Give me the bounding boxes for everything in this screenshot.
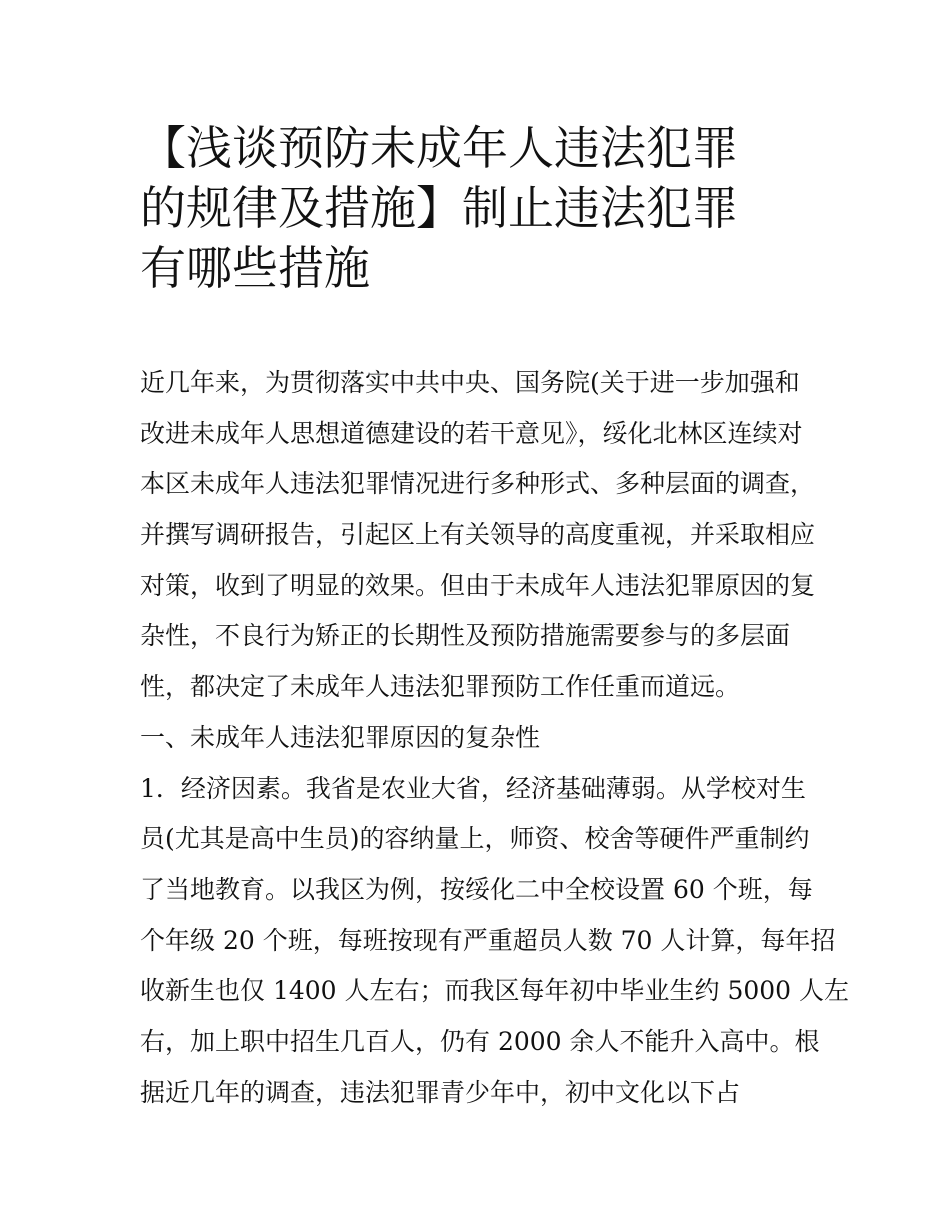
section-heading: 一、未成年人违法犯罪原因的复杂性 (140, 722, 541, 752)
body-line: 收新生也仅 1400 人左右；而我区每年初中毕业生约 5000 人左 (140, 976, 850, 1006)
body-line: 1．经济因素。我省是农业大省，经济基础薄弱。从学校对生 (140, 773, 806, 803)
title-line: 的规律及措施】制止违法犯罪 (140, 181, 738, 235)
body-line: 了当地教育。以我区为例，按绥化二中全校设置 60 个班，每 (140, 874, 813, 904)
document-title (140, 118, 820, 298)
body-line: 个年级 20 个班，每班按现有严重超员人数 70 人计算，每年招 (140, 925, 836, 955)
body-line: 右，加上职中招生几百人，仍有 2000 余人不能升入高中。根 (140, 1026, 820, 1056)
body-line: 改进未成年人思想道德建设的若干意见》，绥化北林区连续对 (140, 418, 803, 448)
body-line: 据近几年的调查，违法犯罪青少年中，初中文化以下占 (140, 1077, 741, 1107)
body-line: 员(尤其是高中生员)的容纳量上，师资、校舍等硬件严重制约 (140, 824, 810, 854)
body-line: 性，都决定了未成年人违法犯罪预防工作任重而道远。 (140, 672, 741, 702)
body-line: 杂性，不良行为矫正的长期性及预防措施需要参与的多层面 (140, 621, 791, 651)
document-body (140, 358, 850, 1118)
body-line: 对策，收到了明显的效果。但由于未成年人违法犯罪原因的复 (140, 570, 816, 600)
body-line: 并撰写调研报告，引起区上有关领导的高度重视，并采取相应 (140, 520, 816, 550)
title-line: 有哪些措施 (140, 241, 370, 295)
body-line: 本区未成年人违法犯罪情况进行多种形式、多种层面的调查， (140, 469, 816, 499)
body-line: 近几年来，为贯彻落实中共中央、国务院(关于进一步加强和 (140, 368, 800, 397)
title-line: 【浅谈预防未成年人违法犯罪 (140, 121, 738, 175)
